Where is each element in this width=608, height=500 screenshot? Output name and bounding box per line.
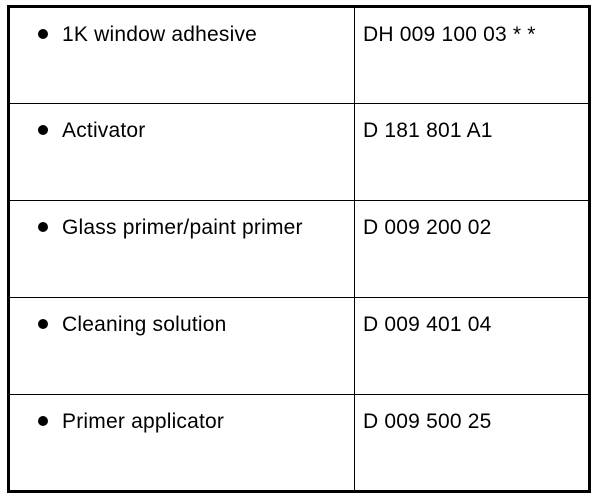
part-code: D 181 801 A1 (363, 119, 493, 142)
table-cell-code (355, 7, 590, 104)
bullet-icon (38, 125, 48, 135)
table-cell-code (355, 395, 590, 492)
name-cell-content (10, 298, 354, 337)
table-cell-code (355, 201, 590, 298)
part-code: DH 009 100 03 * * (363, 23, 536, 46)
table-row (9, 7, 590, 104)
table-cell-name (9, 298, 355, 395)
table-cell-code (355, 104, 590, 201)
table-cell-name (9, 201, 355, 298)
table-row (9, 395, 590, 492)
name-cell-content (10, 201, 354, 240)
bullet-icon (38, 222, 48, 232)
name-cell-content (10, 395, 354, 434)
part-name: Activator (62, 119, 146, 142)
name-cell-content (10, 8, 354, 47)
bullet-icon (38, 416, 48, 426)
part-name: Glass primer/paint primer (62, 216, 303, 239)
part-code: D 009 500 25 (363, 410, 492, 433)
table-row (9, 201, 590, 298)
part-code: D 009 200 02 (363, 216, 492, 239)
table-cell-name (9, 7, 355, 104)
parts-table (7, 5, 591, 493)
part-code: D 009 401 04 (363, 313, 492, 336)
bullet-icon (38, 319, 48, 329)
part-name: Cleaning solution (62, 313, 227, 336)
table-cell-name (9, 395, 355, 492)
name-cell-content (10, 104, 354, 143)
table-row (9, 104, 590, 201)
part-name: 1K window adhesive (62, 23, 258, 46)
part-name: Primer applicator (62, 410, 225, 433)
table-row (9, 298, 590, 395)
bullet-icon (38, 29, 48, 39)
table-cell-code (355, 298, 590, 395)
parts-table-body (9, 7, 590, 492)
table-cell-name (9, 104, 355, 201)
